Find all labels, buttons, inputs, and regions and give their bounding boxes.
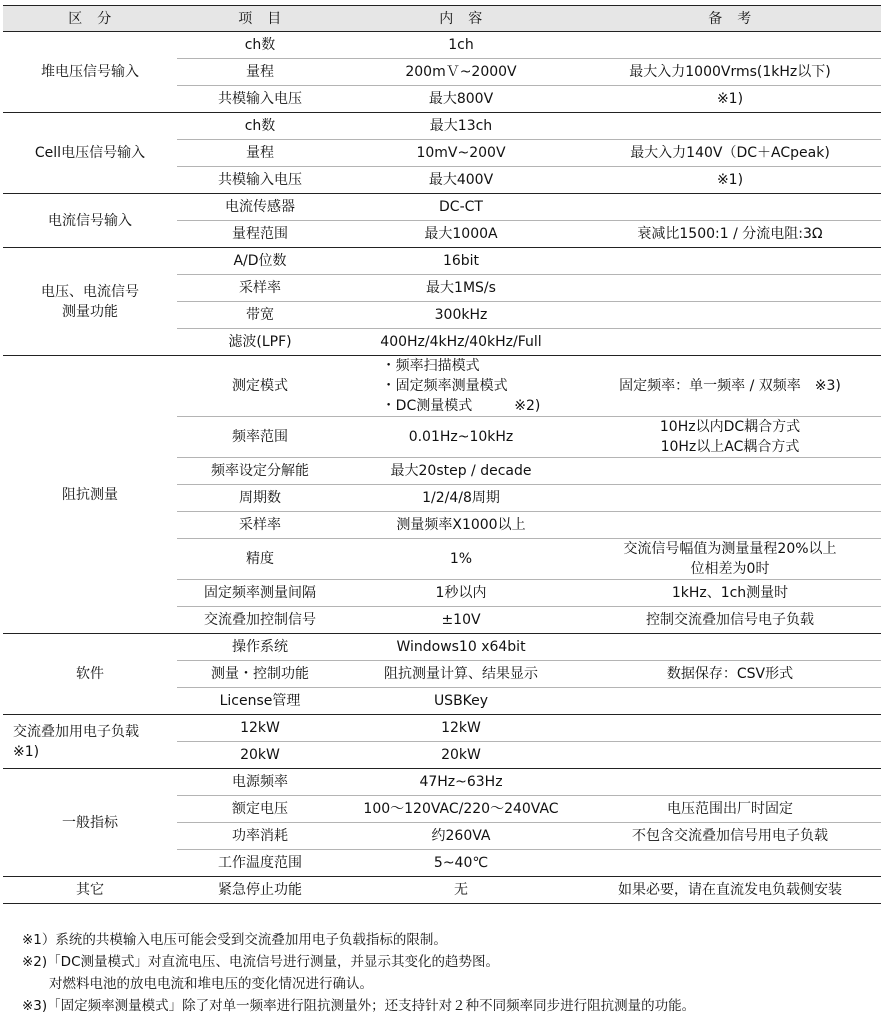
row-note: [579, 275, 881, 302]
row-item: ch数: [177, 113, 343, 140]
row-content: 100～120VAC/220～240VAC: [343, 796, 579, 823]
row-note: 固定频率：单一频率 / 双频率 ※3): [579, 356, 881, 417]
row-item: 周期数: [177, 485, 343, 512]
row-item: ch数: [177, 32, 343, 59]
row-content: DC-CT: [343, 194, 579, 221]
row-note: 不包含交流叠加信号用电子负载: [579, 823, 881, 850]
row-content: 约260VA: [343, 823, 579, 850]
header-note: 备 考: [579, 6, 881, 32]
row-content: 47Hz~63Hz: [343, 769, 579, 796]
header-content: 内 容: [343, 6, 579, 32]
row-content: 10mV~200V: [343, 140, 579, 167]
row-content: [343, 356, 579, 417]
row-note: [579, 32, 881, 59]
footnote-1: ※1）系统的共模输入电压可能会受到交流叠加用电子负载指标的限制。: [22, 932, 447, 948]
row-note: [579, 634, 881, 661]
row-item: 20kW: [177, 742, 343, 769]
row-note: 数据保存：CSV形式: [579, 661, 881, 688]
list-item: ・DC测量模式 ※2): [381, 398, 541, 414]
row-content: 无: [343, 877, 579, 904]
row-note: [579, 850, 881, 877]
header-item: 项 目: [177, 6, 343, 32]
row-item: A/D位数: [177, 248, 343, 275]
table-row: [3, 877, 881, 904]
row-note: [579, 329, 881, 356]
footnote-2-continuation: 对燃料电池的放电电流和堆电压的变化情况进行确认。: [49, 976, 373, 992]
row-item: 额定电压: [177, 796, 343, 823]
row-note: ※1): [579, 167, 881, 194]
category-line: 电压、电流信号: [41, 283, 139, 300]
row-content: 0.01Hz~10kHz: [343, 417, 579, 458]
row-content: 1%: [343, 539, 579, 580]
row-item: License管理: [177, 688, 343, 715]
category-line: 测量功能: [62, 303, 118, 320]
row-note: 如果必要，请在直流发电负载侧安装: [579, 877, 881, 904]
category-line: 交流叠加用电子负载: [13, 723, 139, 740]
row-item: 紧急停止功能: [177, 877, 343, 904]
footnote-2: ※2)「DC测量模式」对直流电压、电流信号进行测量，并显示其变化的趋势图。: [22, 954, 499, 970]
row-content: 测量频率X1000以上: [343, 512, 579, 539]
row-content: 300kHz: [343, 302, 579, 329]
row-content: 400Hz/4kHz/40kHz/Full: [343, 329, 579, 356]
row-content: 1ch: [343, 32, 579, 59]
row-item: 频率设定分解能: [177, 458, 343, 485]
row-item: 共模输入电压: [177, 86, 343, 113]
row-note: [579, 688, 881, 715]
category-stack-voltage: 堆电压信号输入: [3, 32, 177, 113]
table-row: [3, 769, 881, 796]
note-line: 10Hz以上AC耦合方式: [660, 439, 800, 455]
category-line: ※1): [13, 743, 40, 760]
row-item: 量程: [177, 140, 343, 167]
header-category: 区 分: [3, 6, 177, 32]
row-note: [579, 512, 881, 539]
row-note: 最大入力1000Vrms(1kHz以下): [579, 59, 881, 86]
row-item: 12kW: [177, 715, 343, 742]
row-content: 12kW: [343, 715, 579, 742]
row-note: [579, 742, 881, 769]
table-row: [3, 32, 881, 59]
row-note: 最大入力140V（DC＋ACpeak): [579, 140, 881, 167]
row-item: 固定频率测量间隔: [177, 580, 343, 607]
row-note: ※1): [579, 86, 881, 113]
row-item: 测量・控制功能: [177, 661, 343, 688]
row-item: 共模输入电压: [177, 167, 343, 194]
row-note: 电压范围出厂时固定: [579, 796, 881, 823]
row-note: [579, 769, 881, 796]
row-item: 量程范围: [177, 221, 343, 248]
row-item: 采样率: [177, 512, 343, 539]
row-note: 控制交流叠加信号电子负载: [579, 607, 881, 634]
row-note: [579, 539, 881, 580]
row-content: 最大13ch: [343, 113, 579, 140]
row-content: 最大400V: [343, 167, 579, 194]
row-content: 最大1000A: [343, 221, 579, 248]
row-item: 电流传感器: [177, 194, 343, 221]
row-item: 工作温度范围: [177, 850, 343, 877]
category-other: 其它: [3, 877, 177, 904]
category-cell-voltage: Cell电压信号输入: [3, 113, 177, 194]
row-note: [579, 458, 881, 485]
table-row: [3, 194, 881, 221]
row-item: 电源频率: [177, 769, 343, 796]
row-item: 滤波(LPF): [177, 329, 343, 356]
category-software: 软件: [3, 634, 177, 715]
row-content: ±10V: [343, 607, 579, 634]
table-row: [3, 634, 881, 661]
table-row: [3, 715, 881, 742]
row-content: 20kW: [343, 742, 579, 769]
row-note: [579, 113, 881, 140]
category-measurement: [3, 248, 177, 356]
row-content: 5~40℃: [343, 850, 579, 877]
row-note: 衰减比1500:1 / 分流电阻:3Ω: [579, 221, 881, 248]
row-item: 量程: [177, 59, 343, 86]
note-line: 10Hz以内DC耦合方式: [659, 419, 801, 435]
row-content: USBKey: [343, 688, 579, 715]
spec-table: [3, 5, 881, 904]
table-header-row: [3, 6, 881, 32]
row-content: 200mＶ~2000V: [343, 59, 579, 86]
row-note: [579, 248, 881, 275]
row-item: 带宽: [177, 302, 343, 329]
row-content: Windows10 x64bit: [343, 634, 579, 661]
category-general: 一般指标: [3, 769, 177, 877]
row-item: 频率范围: [177, 417, 343, 458]
row-item: 功率消耗: [177, 823, 343, 850]
row-note: [579, 194, 881, 221]
row-item: 交流叠加控制信号: [177, 607, 343, 634]
row-note: 1kHz、1ch测量时: [579, 580, 881, 607]
list-item: ・频率扫描模式: [381, 358, 480, 374]
table-row: [3, 248, 881, 275]
footnotes: [22, 929, 872, 1017]
row-note: [579, 302, 881, 329]
row-content: 最大800V: [343, 86, 579, 113]
category-ac-load: [3, 715, 177, 769]
table-row: [3, 356, 881, 417]
row-note: [579, 417, 881, 458]
row-content: 1秒以内: [343, 580, 579, 607]
row-item: 操作系统: [177, 634, 343, 661]
note-line: 位相差为0时: [690, 561, 770, 577]
list-item: ・固定频率测量模式: [381, 378, 508, 394]
row-content: 最大20step / decade: [343, 458, 579, 485]
row-content: 阻抗测量计算、结果显示: [343, 661, 579, 688]
row-item: 测定模式: [177, 356, 343, 417]
mode-list: [382, 356, 541, 416]
note-line: 交流信号幅值为测量量程20%以上: [623, 541, 837, 557]
table-row: [3, 113, 881, 140]
row-note: [579, 715, 881, 742]
row-note: [579, 485, 881, 512]
row-content: 最大1MS/s: [343, 275, 579, 302]
category-current-input: 电流信号输入: [3, 194, 177, 248]
row-content: 1/2/4/8周期: [343, 485, 579, 512]
footnote-3: ※3)「固定频率测量模式」除了对单一频率进行阻抗测量外；还支持针对２种不同频率同步进行阻抗测量的功能。: [22, 998, 696, 1014]
row-item: 精度: [177, 539, 343, 580]
row-content: 16bit: [343, 248, 579, 275]
category-impedance: 阻抗测量: [3, 356, 177, 634]
row-item: 采样率: [177, 275, 343, 302]
